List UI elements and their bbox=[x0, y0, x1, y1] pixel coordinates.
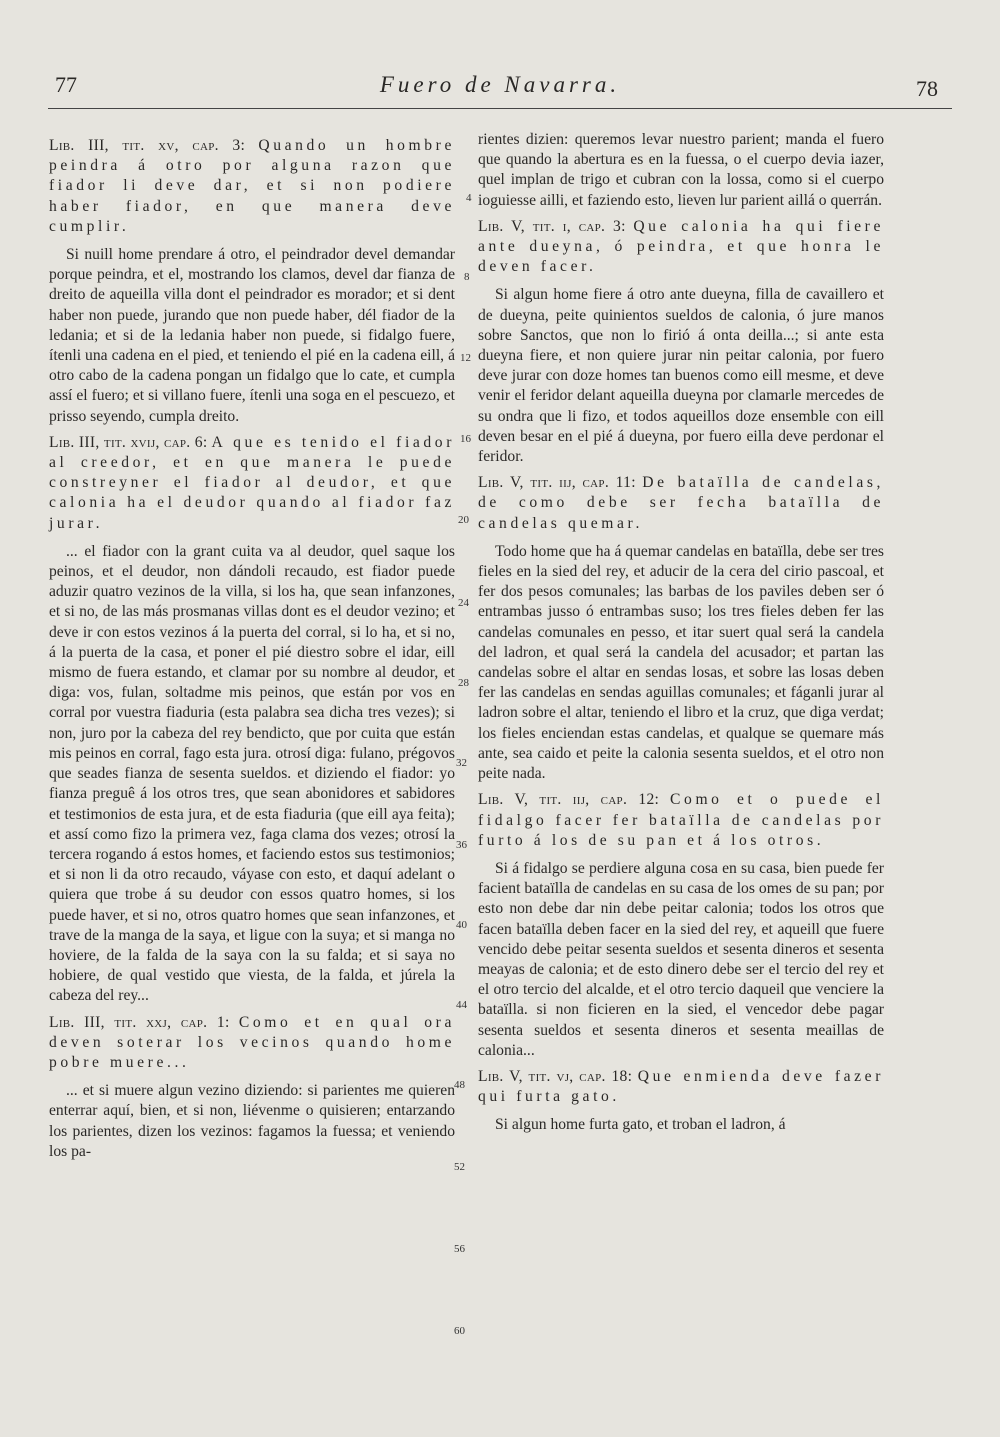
left-column bbox=[49, 130, 455, 1162]
line-number: 24 bbox=[458, 597, 469, 609]
line-number: 8 bbox=[464, 271, 470, 283]
heading-reference: Lib. III, tit. xxj, cap. 1: bbox=[49, 1013, 230, 1031]
section-heading bbox=[478, 217, 884, 278]
line-number: 44 bbox=[456, 999, 467, 1011]
line-number: 4 bbox=[466, 192, 472, 204]
heading-title: Que enmienda deve fazer qui furta gato. bbox=[478, 1067, 884, 1106]
heading-title: Como et o puede el fidalgo facer fer bataïlla de candelas por furto á los de su pan et á los otros. bbox=[478, 791, 884, 849]
heading-reference: Lib. V, tit. i, cap. 3: bbox=[478, 217, 626, 235]
paragraph: rientes dizien: queremos levar nuestro parient; manda el fuero que quando la abertura es en la fuessa, o el cuerpo devia iazer, quel implan de trigo et cubran con la lossa, como si el cuerpo ioguiesse ailli, et faziendo esto, lieven lur parient aillá o querrán. bbox=[478, 131, 884, 209]
heading-reference: Lib. III, tit. xvij, cap. 6: bbox=[49, 433, 208, 451]
paragraph: ... et si muere algun vezino diziendo: si parientes me quieren enterrar aquí, bien, et si non, liévenme o quisieren; entarzando los parientes, dizen los vezinos: fagamos la fuessa; et veniendo los pa- bbox=[49, 1082, 455, 1160]
line-number: 52 bbox=[454, 1161, 465, 1173]
line-number: 60 bbox=[454, 1325, 465, 1337]
heading-reference: Lib. III, tit. xv, cap. 3: bbox=[49, 137, 246, 154]
right-column bbox=[478, 130, 884, 1136]
heading-title: Que calonia ha qui fiere ante dueyna, ó peindra, et que honra le deven facer. bbox=[478, 217, 885, 276]
section-heading bbox=[478, 473, 884, 534]
heading-title: Quando un hombre peindra á otro por alguna razon que fiador li deve dar, et si non podiere haber fiador, en que manera deve cumplir. bbox=[49, 137, 455, 235]
line-number: 40 bbox=[456, 919, 467, 931]
page-number-right: 78 bbox=[916, 76, 938, 101]
heading-title: Como et en qual ora deven soterar los vecinos quando home pobre muere... bbox=[49, 1013, 455, 1071]
line-number: 12 bbox=[460, 352, 471, 364]
line-number: 36 bbox=[456, 839, 467, 851]
paragraph: ... el fiador con la grant cuita va al deudor, quel saque los peinos, et el deudor, non dándoli recaudo, est fiador puede aduzir quatro vezinos de la villa, si los ha, que sean infanzones, et si no, de las más prosmanas villas dont es el deudor vezino; et deve ir con estos vezinos á la puerta del corral, si lo ha, et si no, á la puerta de la casa, et poner el pié diestro sobre el idar, eill mismo de fuera estando, et clamar por su nombre al deudor, et diga: vos, fulan, soltadme mis peinos, que están por vos en corral por vuestra fiaduria (esta palabra sea dicha tres vezes); si non, juro por la cabeza del rey bendicto, que por cuita que están mis peinos en corral, fago esta jura. otrosí diga: fulano, prégovos que seades fianza de sesenta sueldos. et diziendo el fiador: yo fianza preguê á los otros tres, que sean abonidores et sabidores et testimonios de esta jura, et de esta fiaduria (que eill aya feita); et assí como fizo la primera vez, faga clama dos vezes; otrosí la tercera rogando á estos homes, et faciendo estos sus testimonios; et si non li da otro recaudo, váyase con esto, et daquí adelant o quiera que trobe á su deudor con essos quatro homes, si los puede haver, et si no, otros quatro homes que sean infanzones, et trave de la manga de la saya, et ligue con la suya; et si manga no hoviere, de la falda de la saya con la su falda; et si saya no hobiere, de qual vestido que viesta, de la falda, et júrela la cabeza del rey... bbox=[49, 542, 455, 1005]
section-heading bbox=[478, 1067, 884, 1107]
line-number: 56 bbox=[454, 1243, 465, 1255]
line-number: 20 bbox=[458, 514, 469, 526]
heading-title: A que es tenido el fiador al creedor, et en que manera le puede constreyner el fiador al deudor, et que calonia ha el deudor quando al fiador faz jurar. bbox=[49, 433, 455, 532]
section-heading bbox=[49, 1013, 455, 1074]
line-number: 48 bbox=[454, 1079, 465, 1091]
paragraph: Todo home que ha á quemar candelas en bataïlla, debe ser tres fieles en la sied del rey, et aducir de la cera del cirio pascoal, et fer dos pesos comunales; las barbas de los paviles deben ser ó entrambas jusso ó entrambas suso; los tres fieles deben fer las candelas comunales en pesso, et itar suert qual será la candela del ladron, et qual será la candela del acusador; et partan las candelas sobre el altar en sendas losas, et sobre las losas deben fer las candelas en sendas aguillas comunales; et fáganli jurar al ladron sobre el altar, teniendo el libro et la cruz, que diga verdat; los fieles enciendan estas candelas, et qualque se quemare más ante, sea caido et peite la calonia sesenta sueldos, et el otro non peite nada. bbox=[478, 542, 884, 783]
heading-reference: Lib. V, tit. iij, cap. 11: bbox=[478, 474, 636, 492]
section-heading bbox=[49, 433, 455, 534]
section-heading bbox=[49, 136, 455, 237]
paragraph: Si nuill home prendare á otro, el peindrador devel demandar porque peindra, et el, mostrando los clamos, devel dar fianza de dreito de aqueilla villa dont el peindrador es morador; et si dent haber non puede, jurando que non puede haber, dél fiador de la ledania; et si de la ledania haber non puede, si fidalgo fuere, ítenli una cadena en el pied, et teniendo el pié en la cadena eill, á otro cabo de la cadena pongan un fidalgo que lo cate, et cumpla assí el fuero; et si villano fuere, ítenli una soga en el pescuezo, et prisso seyendo, cumpla dreito. bbox=[49, 246, 455, 425]
heading-reference: Lib. V, tit. iij, cap. 12: bbox=[478, 791, 660, 809]
line-number: 32 bbox=[456, 757, 467, 769]
heading-title: De bataïlla de candelas, de como debe ser fecha bataïlla de candelas quemar. bbox=[478, 474, 885, 532]
section-heading bbox=[478, 790, 884, 851]
running-title: Fuero de Navarra. bbox=[379, 72, 621, 97]
header-rule bbox=[48, 108, 952, 109]
line-number: 16 bbox=[460, 433, 471, 445]
paragraph: Si á fidalgo se perdiere alguna cosa en su casa, bien puede fer facient bataïlla de candelas en su casa de los omes de su pan; por esto non debe dar nin debe peitar calonia; todos los otros que facen bataïlla deben facer en la sied del rey, et aqueill que fuere vencido debe peitar sesenta sueldos et sesenta dineros et sesenta meayas de calonia; et de esto dinero debe ser el tercio del rey et el otro tercio del alcalde, et el otro tercio daqueil que venciere la bataïlla. si non ficieren en la sied, el vencedor debe pagar sesenta sueldos et sesenta dineros et sesenta meaillas de calonia... bbox=[478, 859, 884, 1059]
heading-reference: Lib. V, tit. vj, cap. 18: bbox=[478, 1067, 633, 1085]
paragraph: Si algun home fiere á otro ante dueyna, filla de cavaillero et de dueyna, peite quinientos sueldos de calonia, ó jure manos sobre Sanctos, que non lo firió á onta deilla...; si ante esta dueyna fiere, et non quiere jurar nin peitar calonia, por fuero deve jurar con doze homes tan buenos como eill mesme, et deve venir el feridor delant aqueilla dueyna por clamarle mercedes de su ondra que li fizo, et todos aqueillos doze ensemble con eill deven besar en el pié á dueyna, por fuero eilla deve perdonar el feridor. bbox=[478, 286, 884, 466]
line-number: 28 bbox=[458, 677, 469, 689]
paragraph: Si algun home furta gato, et troban el ladron, á bbox=[495, 1116, 786, 1134]
page-number-left: 77 bbox=[55, 72, 77, 97]
